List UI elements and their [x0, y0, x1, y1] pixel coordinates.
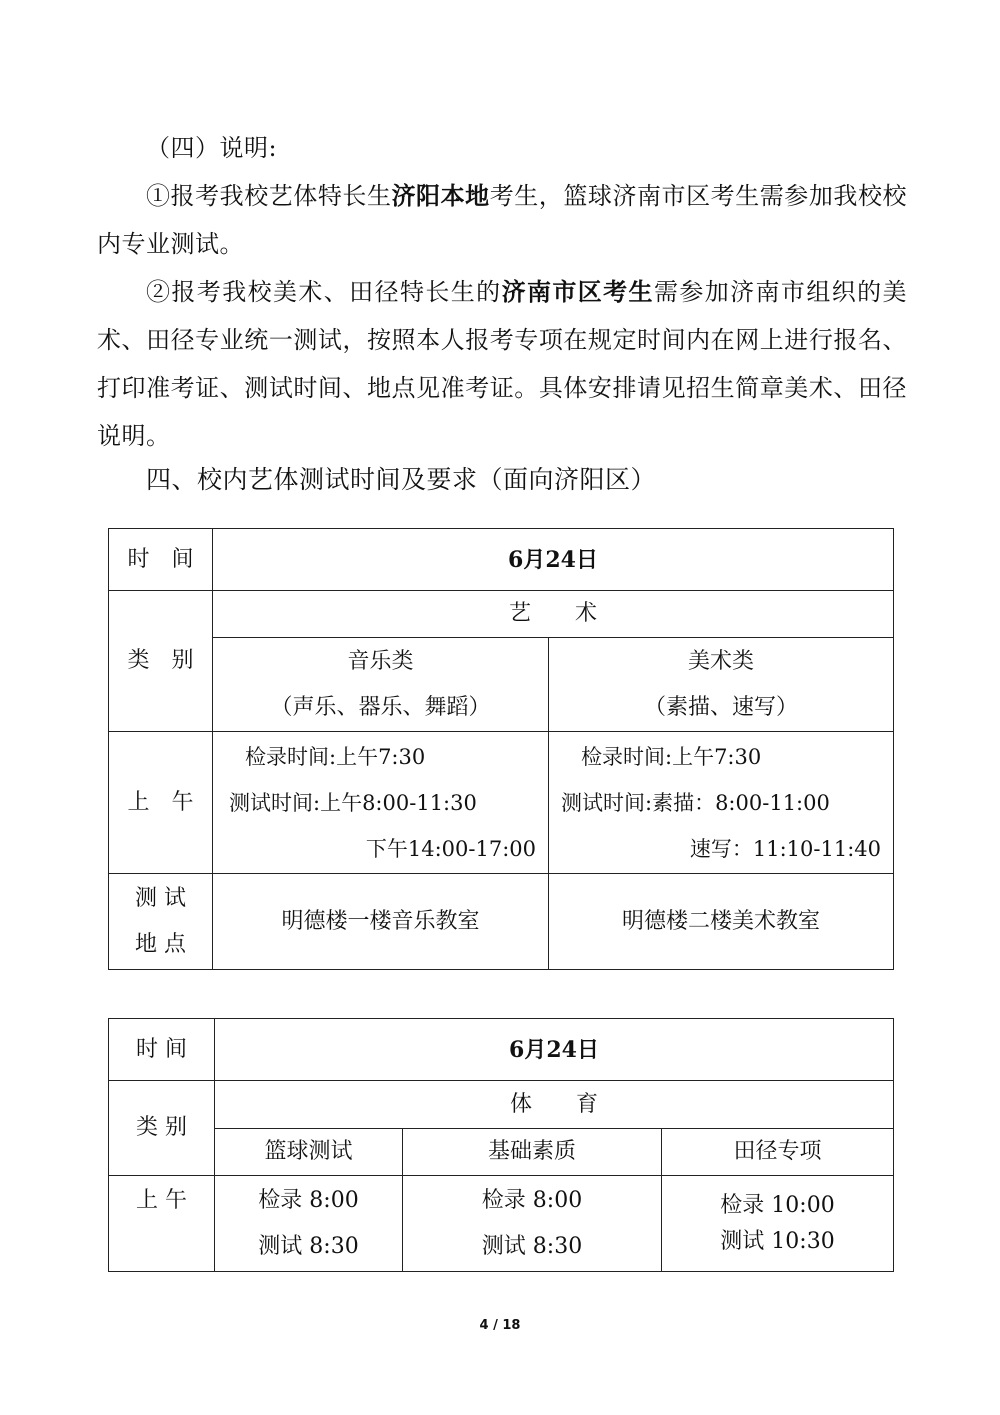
notes-heading: （四）说明:: [146, 134, 278, 162]
music-location: 明德楼一楼音乐教室: [213, 874, 549, 970]
track-field-times: 检录 10:00 测试 10:30: [662, 1176, 894, 1272]
art-group-header: 艺 术: [213, 591, 894, 638]
pe-morning-label: 上 午: [109, 1176, 215, 1272]
music-category: 音乐类 （声乐、器乐、舞蹈）: [213, 638, 549, 732]
art-schedule-table: [108, 528, 894, 970]
basic-fitness-column: 基础素质: [403, 1129, 662, 1176]
track-field-column: 田径专项: [662, 1129, 894, 1176]
page-number: 4 / 18: [479, 1318, 521, 1333]
music-times: 检录时间:上午7:30 测试时间:上午8:00-11:30 下午14:00-17:00: [213, 732, 549, 874]
art-times: 检录时间:上午7:30 测试时间:素描：8:00-11:00 速写：11:10-11:40: [549, 732, 894, 874]
basketball-times: 检录 8:00 测试 8:30: [215, 1176, 403, 1272]
pe-category-label: 类 别: [109, 1081, 215, 1176]
location-label: 测 试 地 点: [109, 874, 213, 970]
section-title: 四、校内艺体测试时间及要求（面向济阳区）: [146, 465, 657, 494]
basketball-column: 篮球测试: [215, 1129, 403, 1176]
time-label: 时 间: [109, 529, 213, 591]
pe-schedule-table: [108, 1018, 894, 1272]
pe-group-header: 体 育: [215, 1081, 894, 1129]
art-location: 明德楼二楼美术教室: [549, 874, 894, 970]
fine-art-category: 美术类 （素描、速写）: [549, 638, 894, 732]
category-label: 类 别: [109, 591, 213, 732]
notes-item-2: ②报考我校美术、田径特长生的济南市区考生需参加济南市组织的美术、田径专业统一测试，按照本人报考专项在规定时间内在网上进行报名、打印准考证、测试时间、地点见准考证。具体安排请见招生简章美术、田径说明。: [97, 277, 908, 450]
morning-label: 上 午: [109, 732, 213, 874]
date-cell: 6月24日: [213, 529, 894, 591]
pe-time-label: 时 间: [109, 1019, 215, 1081]
notes-item-1: ①报考我校艺体特长生济阳本地考生，篮球济南市区考生需参加我校校内专业测试。: [97, 181, 908, 258]
basic-fitness-times: 检录 8:00 测试 8:30: [403, 1176, 662, 1272]
pe-date-cell: 6月24日: [215, 1019, 894, 1081]
